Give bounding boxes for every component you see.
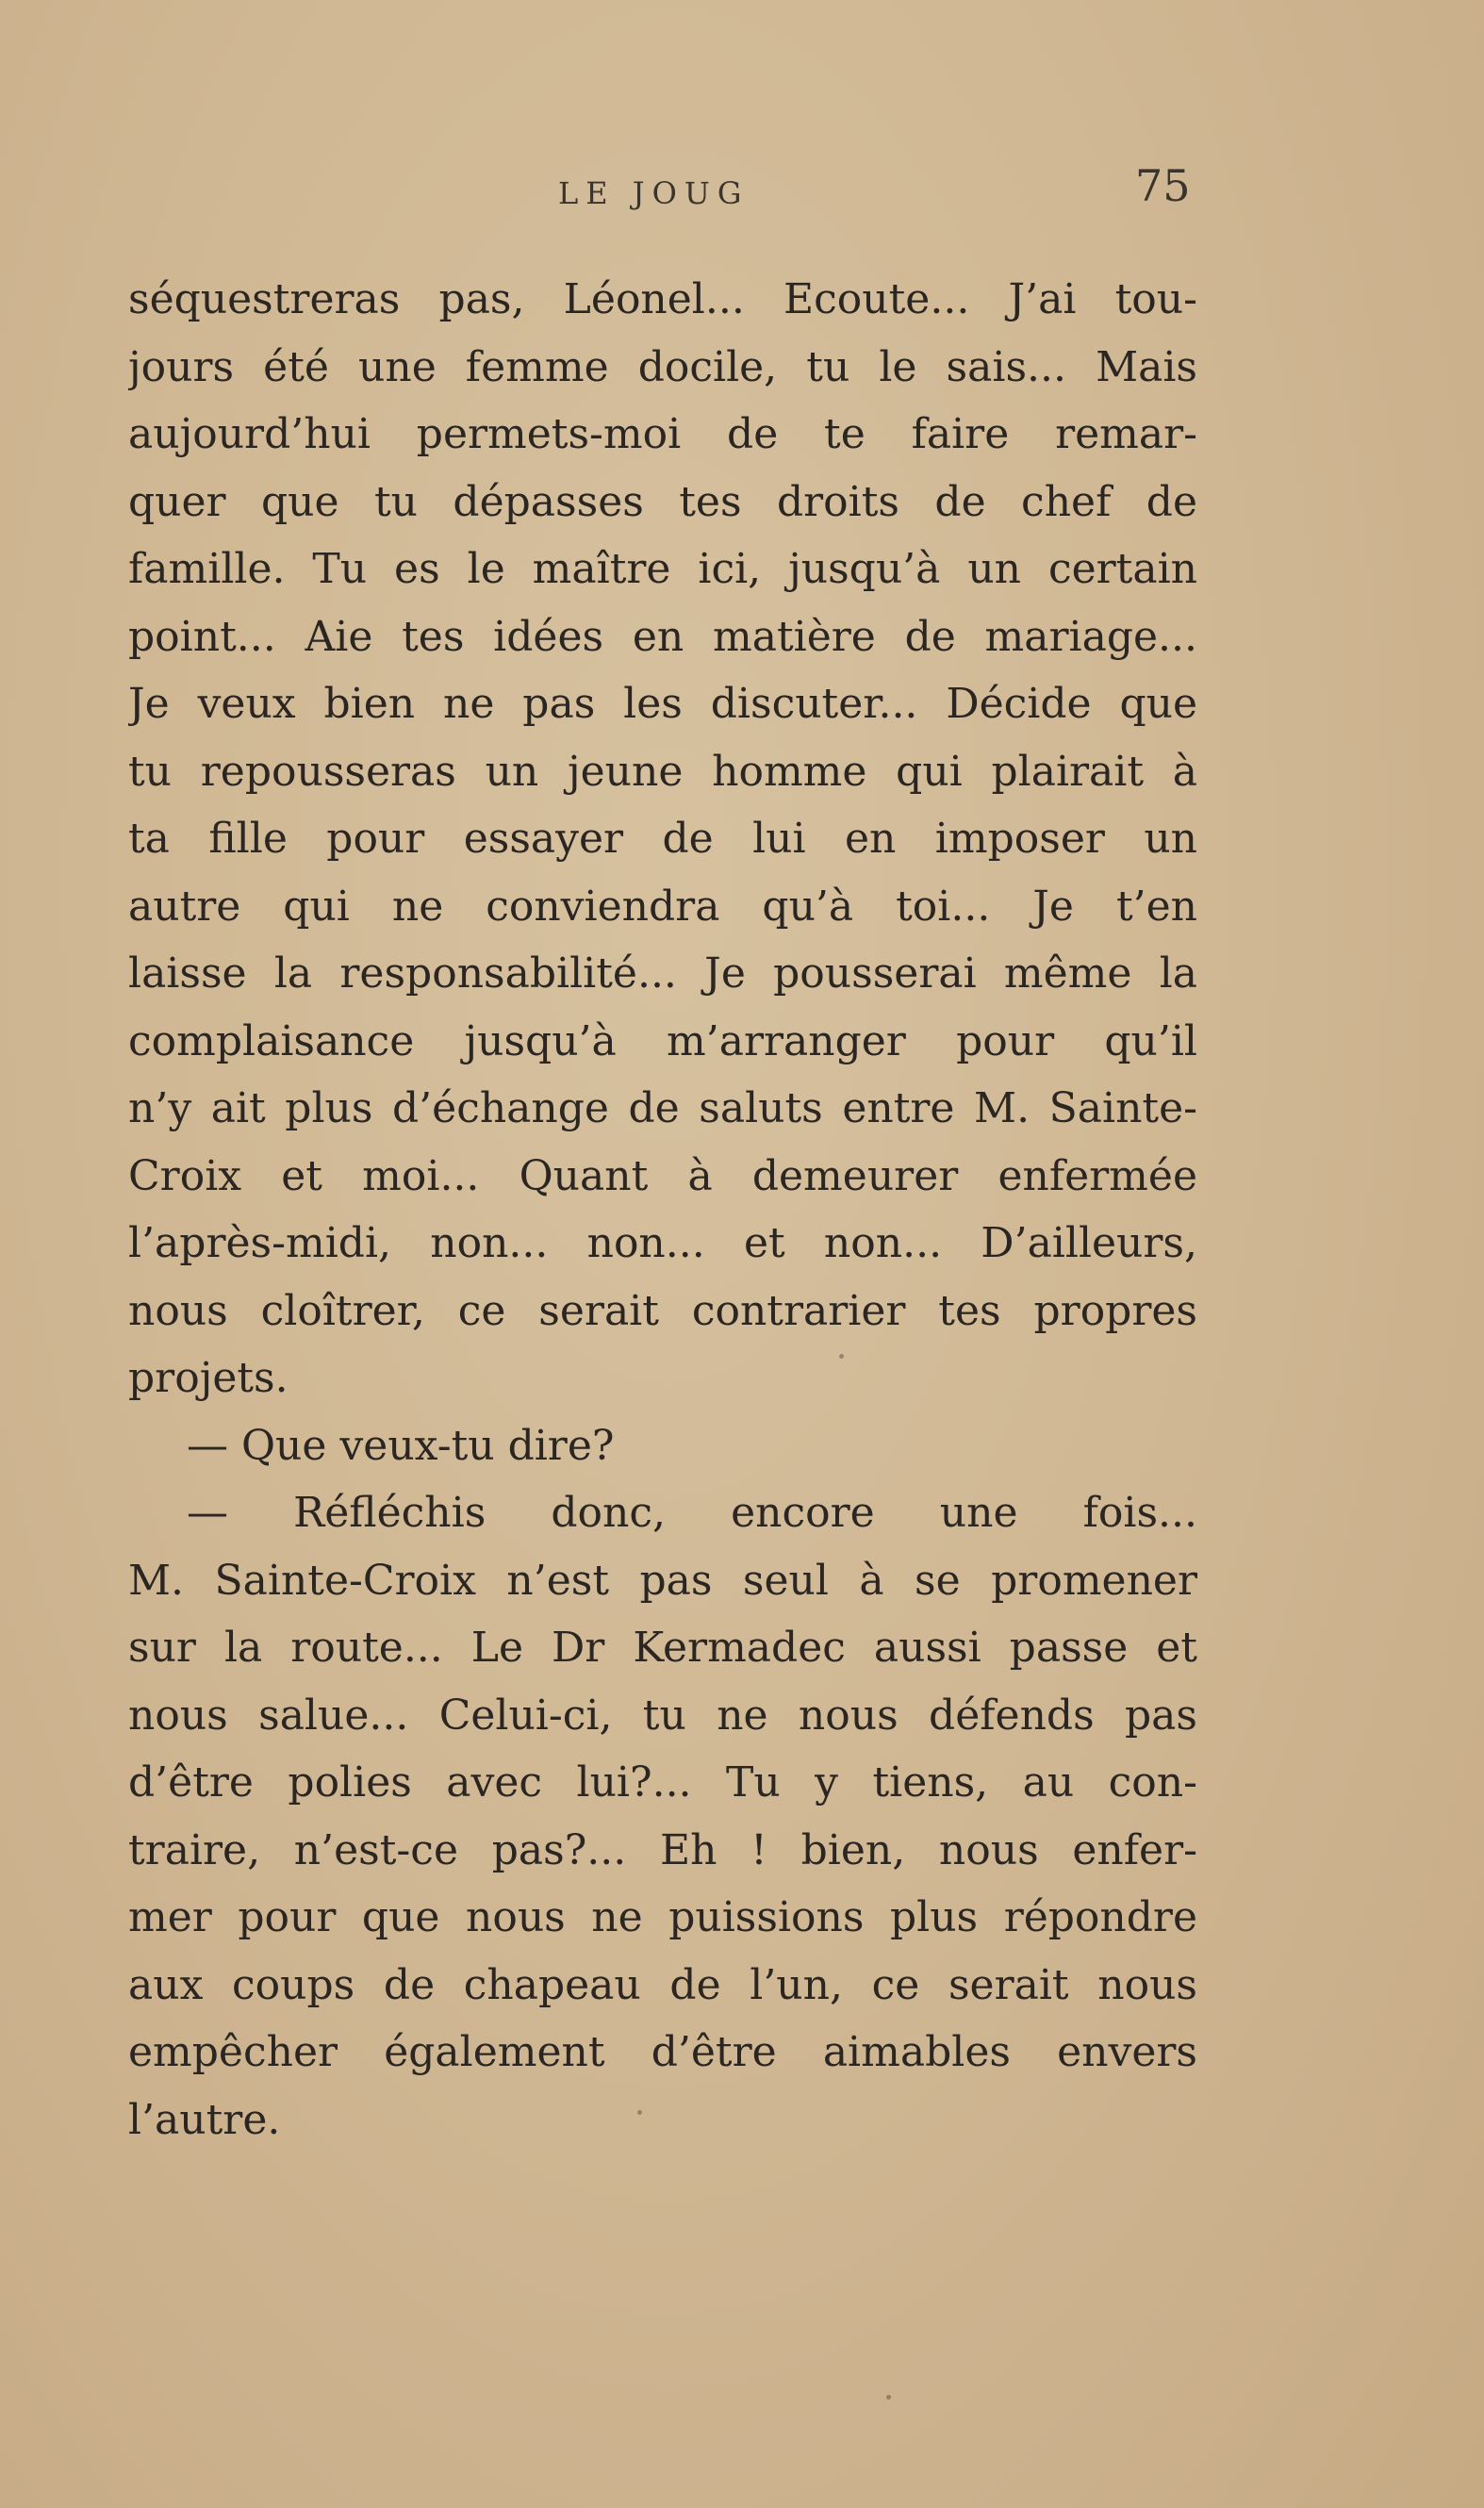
text-line: laisse la responsabilité... Je pousserai même la — [128, 949, 1197, 998]
text-line: ta fille pour essayer de lui en imposer un — [128, 815, 1197, 863]
text-line: empêcher également d’être aimables envers — [128, 2028, 1197, 2076]
text-line: aujourd’hui permets-moi de te faire remar- — [128, 410, 1197, 458]
text-line: l’après-midi, non... non... et non... D’ailleurs, — [128, 1219, 1197, 1267]
text-line: autre qui ne conviendra qu’à toi... Je t’en — [128, 882, 1197, 931]
paper-speck — [839, 1354, 844, 1359]
text-line: mer pour que nous ne puissions plus répondre — [128, 1893, 1197, 1941]
text-line: Croix et moi... Quant à demeurer enfermée — [128, 1151, 1197, 1200]
text-line: Je veux bien ne pas les discuter... Décide que — [128, 680, 1197, 728]
text-line: sur la route... Le Dr Kermadec aussi passe et — [128, 1624, 1197, 1672]
text-line: d’être polies avec lui?... Tu y tiens, au con- — [128, 1758, 1197, 1807]
text-line: jours été une femme docile, tu le sais... Mais — [128, 342, 1197, 391]
text-line: séquestreras pas, Léonel... Ecoute... J’ai tou- — [128, 275, 1197, 323]
page-number: 75 — [1135, 160, 1191, 211]
dialogue-line: — Réfléchis donc, encore une fois... — [187, 1489, 1197, 1537]
text-line: l’autre. — [128, 2095, 281, 2144]
dialogue-line: — Que veux-tu dire? — [187, 1421, 615, 1470]
text-line: nous cloîtrer, ce serait contrarier tes propres — [128, 1286, 1197, 1335]
text-line: projets. — [128, 1354, 289, 1402]
text-line: M. Sainte-Croix n’est pas seul à se promener — [128, 1556, 1197, 1605]
paper-speck — [886, 2395, 891, 2400]
text-line: point... Aie tes idées en matière de mariage... — [128, 612, 1197, 661]
text-line: famille. Tu es le maître ici, jusqu’à un certain — [128, 545, 1197, 593]
text-line: quer que tu dépasses tes droits de chef de — [128, 477, 1197, 526]
paper-speck — [637, 2110, 642, 2115]
text-line: nous salue... Celui-ci, tu ne nous défends pas — [128, 1691, 1197, 1740]
body-text — [128, 266, 1197, 2153]
text-line: complaisance jusqu’à m’arranger pour qu’il — [128, 1016, 1197, 1065]
running-head: LE JOUG — [558, 175, 750, 211]
text-line: tu repousseras un jeune homme qui plairait à — [128, 747, 1197, 796]
page-header — [0, 158, 1484, 224]
text-line: n’y ait plus d’échange de saluts entre M. Sainte- — [128, 1084, 1197, 1132]
text-line: traire, n’est-ce pas?... Eh ! bien, nous enfer- — [128, 1825, 1197, 1874]
text-line: aux coups de chapeau de l’un, ce serait nous — [128, 1960, 1197, 2009]
